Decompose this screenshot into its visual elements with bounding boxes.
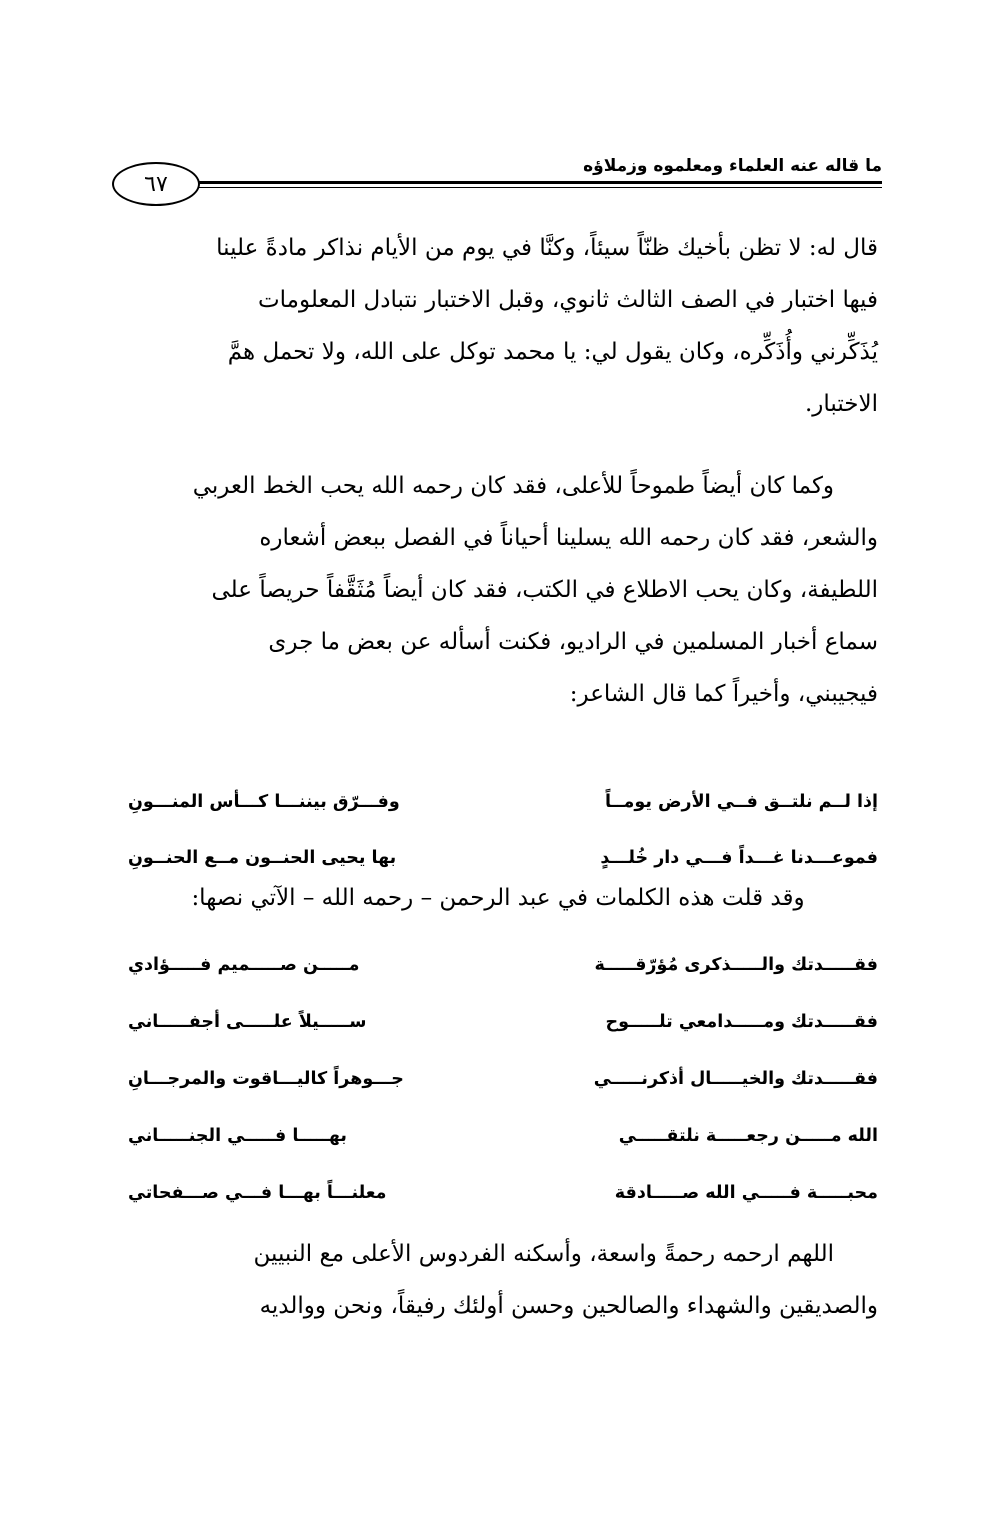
verse-first-hemistich: فقـــــدتك والخيـــــال أذكرنـــــي <box>593 1069 878 1089</box>
verse-second-hemistich: بهـــــا فـــــي الجنـــــاني <box>128 1126 347 1146</box>
paragraph-line: والشعر، فقد كان رحمه الله يسلينا أحياناً في الفصل ببعض أشعاره <box>259 525 878 551</box>
verse-first-hemistich: محبـــــة فـــــي الله صـــــادقة <box>614 1183 878 1203</box>
verse-second-hemistich: معلنـــاً بهـــا فـــي صـــفحاتي <box>128 1183 387 1203</box>
paragraph-line: يُذَكِّرني وأُذَكِّره، وكان يقول لي: يا محمد توكل على الله، ولا تحمل همَّ <box>227 339 878 365</box>
paragraph-line: قال له: لا تظن بأخيك ظنّاً سيئاً، وكنَّا في يوم من الأيام نذاكر مادةً علينا <box>216 235 878 261</box>
header-rule-thin <box>197 187 882 188</box>
verse-second-hemistich: مـــــن صـــــميم فـــــؤادي <box>128 955 360 975</box>
paragraph-3 <box>118 1228 878 1332</box>
verse-first-hemistich: فقـــــدتك ومـــــدامعي تلـــــوح <box>605 1012 878 1032</box>
paragraph-line: وكما كان أيضاً طموحاً للأعلى، فقد كان رحمه الله يحب الخط العربي <box>192 473 834 499</box>
paragraph-line: الاختبار. <box>804 391 878 417</box>
verse-first-hemistich: الله مـــــن رجعـــــة نلتقـــــي <box>618 1126 878 1146</box>
paragraph-line: سماع أخبار المسلمين في الراديو، فكنت أسأله عن بعض ما جرى <box>268 629 878 655</box>
paragraph-line: فيها اختبار في الصف الثالث ثانوي، وقبل الاختبار نتبادل المعلومات <box>257 287 878 313</box>
verse-second-hemistich: بها يحيى الحنــون مــع الحنــونِ <box>128 848 397 868</box>
verse-line <box>118 1012 878 1052</box>
verse-first-hemistich: إذا لــم نلتــق فــي الأرض يومــاً <box>605 792 878 812</box>
paragraph-line: فيجيبني، وأخيراً كما قال الشاعر: <box>569 681 878 707</box>
verse-line <box>118 1069 878 1109</box>
page-number: ٦٧ <box>112 162 200 206</box>
verse-second-hemistich: وفـــرّق بيننـــا كـــأس المنـــونِ <box>128 792 400 812</box>
header-rule-thick <box>197 181 882 184</box>
paragraph-line: اللهم ارحمه رحمةً واسعة، وأسكنه الفردوس الأعلى مع النبيين <box>253 1241 834 1267</box>
page-header <box>112 150 882 205</box>
verse-first-hemistich: فموعـــدنا غـــداً فـــي دار خُلـــدٍ <box>600 848 878 868</box>
verse-line <box>118 792 878 832</box>
verse-line <box>118 1126 878 1166</box>
intro-line: وقد قلت هذه الكلمات في عبد الرحمن – رحمه الله – الآتي نصها: <box>191 885 805 911</box>
paragraph-line: والصديقين والشهداء والصالحين وحسن أولئك رفيقاً، ونحن ووالديه <box>259 1293 878 1319</box>
paragraph-2 <box>118 460 878 720</box>
verse-line <box>118 1183 878 1223</box>
verse-line <box>118 955 878 995</box>
paragraph-line: اللطيفة، وكان يحب الاطلاع في الكتب، فقد كان أيضاً مُثَقَّفاً حريصاً على <box>211 577 878 603</box>
paragraph-1 <box>118 222 878 430</box>
verse-first-hemistich: فقـــــدتك والـــــذكرى مُؤرّقـــــة <box>594 955 878 975</box>
verse-second-hemistich: ســـــيلاً علـــــى أجفـــــاني <box>128 1012 367 1032</box>
verse-second-hemistich: جـــوهراً كاليـــاقوت والمرجـــانِ <box>128 1069 404 1089</box>
running-title: ما قاله عنه العلماء ومعلموه وزملاؤه <box>583 156 882 176</box>
